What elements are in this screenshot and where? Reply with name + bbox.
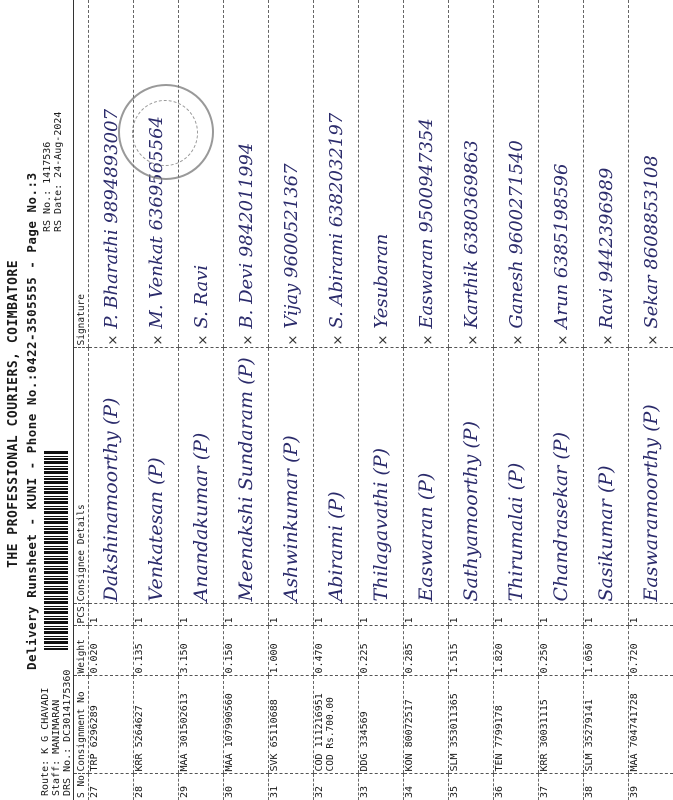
row-sno: 38 bbox=[584, 774, 629, 800]
document-title: THE PROFESSIONAL COURIERS, COIMBATORE bbox=[6, 259, 21, 568]
row-consignment bbox=[449, 676, 494, 774]
handwritten-signature: M. Venkat 6369565564 bbox=[145, 116, 167, 329]
col-consignment: Consignment No bbox=[74, 676, 89, 774]
signature-x-mark: × bbox=[240, 334, 256, 346]
consignment-number: MAA 704741728 bbox=[629, 693, 640, 772]
document-subtitle: Delivery Runsheet - KUNI - Phone No.:0422-3505555 - Page No.:3 bbox=[24, 172, 39, 670]
staff-label: Staff: MANIMARAN bbox=[51, 699, 62, 796]
handwritten-signature: Easwaran 9500947354 bbox=[415, 118, 437, 329]
row-consignee-details: Easwaramoorthy (P) bbox=[629, 348, 673, 604]
row-consignee-details: Abirami (P) bbox=[314, 348, 359, 604]
row-signature bbox=[629, 0, 673, 348]
row-consignment bbox=[89, 676, 134, 774]
row-sno: 33 bbox=[359, 774, 404, 800]
consignment-number: KON 80072517 bbox=[404, 699, 415, 772]
delivery-stamp bbox=[118, 84, 214, 180]
row-weight: 1.820 bbox=[494, 626, 539, 676]
row-weight: 0.225 bbox=[359, 626, 404, 676]
col-consignee: Consignee Details bbox=[74, 348, 89, 604]
row-consignee-details: Venkatesan (P) bbox=[134, 348, 179, 604]
row-pcs: 1 bbox=[179, 604, 224, 626]
row-consignee-details: Chandrasekar (P) bbox=[539, 348, 584, 604]
row-signature bbox=[539, 0, 584, 348]
signature-x-mark: × bbox=[105, 334, 121, 346]
row-sno: 37 bbox=[539, 774, 584, 800]
row-pcs: 1 bbox=[584, 604, 629, 626]
row-weight: 0.720 bbox=[629, 626, 673, 676]
row-sno: 35 bbox=[449, 774, 494, 800]
handwritten-signature: Sekar 8608853108 bbox=[640, 155, 662, 329]
row-signature bbox=[404, 0, 449, 348]
consignment-number: SVK 65110688 bbox=[269, 699, 280, 772]
row-pcs: 1 bbox=[359, 604, 404, 626]
row-signature bbox=[584, 0, 629, 348]
signature-x-mark: × bbox=[510, 334, 526, 346]
row-consignee-details: Thirumalai (P) bbox=[494, 348, 539, 604]
signature-x-mark: × bbox=[375, 334, 391, 346]
table-row bbox=[269, 0, 314, 800]
row-sno: 28 bbox=[134, 774, 179, 800]
row-consignment bbox=[179, 676, 224, 774]
handwritten-signature: Yesubaran bbox=[370, 233, 392, 329]
row-consignment bbox=[494, 676, 539, 774]
row-signature bbox=[269, 0, 314, 348]
row-consignee-details: Sasikumar (P) bbox=[584, 348, 629, 604]
row-sno: 34 bbox=[404, 774, 449, 800]
barcode-image bbox=[44, 450, 68, 650]
signature-x-mark: × bbox=[150, 334, 166, 346]
row-consignment bbox=[314, 676, 359, 774]
row-weight: 3.150 bbox=[179, 626, 224, 676]
table-row bbox=[539, 0, 584, 800]
consignment-number: TRP 6296289 bbox=[89, 705, 100, 772]
row-sno: 36 bbox=[494, 774, 539, 800]
row-consignee-details: Dakshinamoorthy (P) bbox=[89, 348, 134, 604]
consignment-number: MAA 107990560 bbox=[224, 693, 235, 772]
signature-x-mark: × bbox=[555, 334, 571, 346]
row-consignment bbox=[269, 676, 314, 774]
table-row bbox=[584, 0, 629, 800]
col-pcs: PCS bbox=[74, 604, 89, 626]
row-signature bbox=[494, 0, 539, 348]
row-weight: 0.250 bbox=[539, 626, 584, 676]
handwritten-signature: S. Ravi bbox=[190, 264, 212, 329]
col-signature: Signature bbox=[74, 0, 89, 348]
col-weight: Weight bbox=[74, 626, 89, 676]
row-consignment bbox=[224, 676, 269, 774]
row-sno: 31 bbox=[269, 774, 314, 800]
signature-x-mark: × bbox=[285, 334, 301, 346]
handwritten-signature: Karthik 6380369863 bbox=[460, 140, 482, 329]
row-weight: 1.515 bbox=[449, 626, 494, 676]
row-consignee-details: Thilagavathi (P) bbox=[359, 348, 404, 604]
row-consignee-details: Sathyamoorthy (P) bbox=[449, 348, 494, 604]
row-signature bbox=[449, 0, 494, 348]
row-signature bbox=[89, 0, 134, 348]
row-sno: 39 bbox=[629, 774, 673, 800]
row-consignment bbox=[629, 676, 673, 774]
handwritten-signature: S. Abirami 6382032197 bbox=[325, 112, 347, 329]
row-consignee-details: Meenakshi Sundaram (P) bbox=[224, 348, 269, 604]
handwritten-signature: B. Devi 9842011994 bbox=[235, 142, 257, 329]
rs-number: RS No.: 1417536 bbox=[42, 141, 53, 232]
table-row bbox=[224, 0, 269, 800]
row-consignee-details: Easwaran (P) bbox=[404, 348, 449, 604]
signature-x-mark: × bbox=[600, 334, 616, 346]
table-row bbox=[314, 0, 359, 800]
row-consignee-details: Anandakumar (P) bbox=[179, 348, 224, 604]
row-signature bbox=[314, 0, 359, 348]
row-consignment bbox=[359, 676, 404, 774]
table-row bbox=[449, 0, 494, 800]
row-signature bbox=[224, 0, 269, 348]
row-consignment bbox=[404, 676, 449, 774]
row-consignee-details: Ashwinkumar (P) bbox=[269, 348, 314, 604]
consignment-number: DDG 334569 bbox=[359, 711, 370, 772]
drs-number: DRS No.: DC3014175360 bbox=[62, 669, 73, 796]
row-pcs: 1 bbox=[494, 604, 539, 626]
row-weight: 1.000 bbox=[269, 626, 314, 676]
row-pcs: 1 bbox=[134, 604, 179, 626]
consignment-number: SLM 353011365 bbox=[449, 693, 460, 772]
row-pcs: 1 bbox=[449, 604, 494, 626]
row-weight: 0.150 bbox=[224, 626, 269, 676]
table-row bbox=[404, 0, 449, 800]
signature-x-mark: × bbox=[645, 334, 661, 346]
consignment-number: MAA 301502613 bbox=[179, 693, 190, 772]
row-pcs: 1 bbox=[269, 604, 314, 626]
row-weight: 1.050 bbox=[584, 626, 629, 676]
table-row bbox=[359, 0, 404, 800]
table-row bbox=[494, 0, 539, 800]
handwritten-signature: P. Bharathi 9894893007 bbox=[100, 108, 122, 329]
row-pcs: 1 bbox=[404, 604, 449, 626]
table-row bbox=[629, 0, 673, 800]
row-sno: 29 bbox=[179, 774, 224, 800]
table-header-row bbox=[74, 0, 89, 800]
row-weight: 0.020 bbox=[89, 626, 134, 676]
rs-date: RS Date: 24-Aug-2024 bbox=[53, 111, 64, 232]
route-label: Route: K G CHAVADI bbox=[40, 687, 51, 796]
handwritten-signature: Ganesh 9600271540 bbox=[505, 140, 527, 329]
col-sno: S No bbox=[75, 775, 87, 798]
row-pcs: 1 bbox=[629, 604, 673, 626]
signature-x-mark: × bbox=[195, 334, 211, 346]
row-weight: 0.135 bbox=[134, 626, 179, 676]
cod-amount: COD Rs.700.00 bbox=[325, 697, 336, 772]
row-consignment bbox=[584, 676, 629, 774]
row-consignment bbox=[134, 676, 179, 774]
signature-x-mark: × bbox=[420, 334, 436, 346]
row-weight: 0.285 bbox=[404, 626, 449, 676]
consignment-number: TEN 7799178 bbox=[494, 705, 505, 772]
row-pcs: 1 bbox=[89, 604, 134, 626]
consignment-number: KRR 30031115 bbox=[539, 699, 550, 772]
consignment-number: SLM 35279141 bbox=[584, 699, 595, 772]
row-pcs: 1 bbox=[224, 604, 269, 626]
handwritten-signature: Vijay 9600521367 bbox=[280, 163, 302, 329]
handwritten-signature: Arun 6385198596 bbox=[550, 163, 572, 329]
row-consignment bbox=[539, 676, 584, 774]
row-signature bbox=[359, 0, 404, 348]
consignment-number: COD 111216951 bbox=[314, 693, 325, 772]
row-pcs: 1 bbox=[539, 604, 584, 626]
row-pcs: 1 bbox=[314, 604, 359, 626]
row-weight: 0.470 bbox=[314, 626, 359, 676]
row-sno: 27 bbox=[89, 774, 134, 800]
consignment-number: KRR 5264627 bbox=[134, 705, 145, 772]
row-sno: 32 bbox=[314, 774, 359, 800]
row-sno: 30 bbox=[224, 774, 269, 800]
signature-x-mark: × bbox=[465, 334, 481, 346]
signature-x-mark: × bbox=[330, 334, 346, 346]
handwritten-signature: Ravi 9442396989 bbox=[595, 167, 617, 329]
